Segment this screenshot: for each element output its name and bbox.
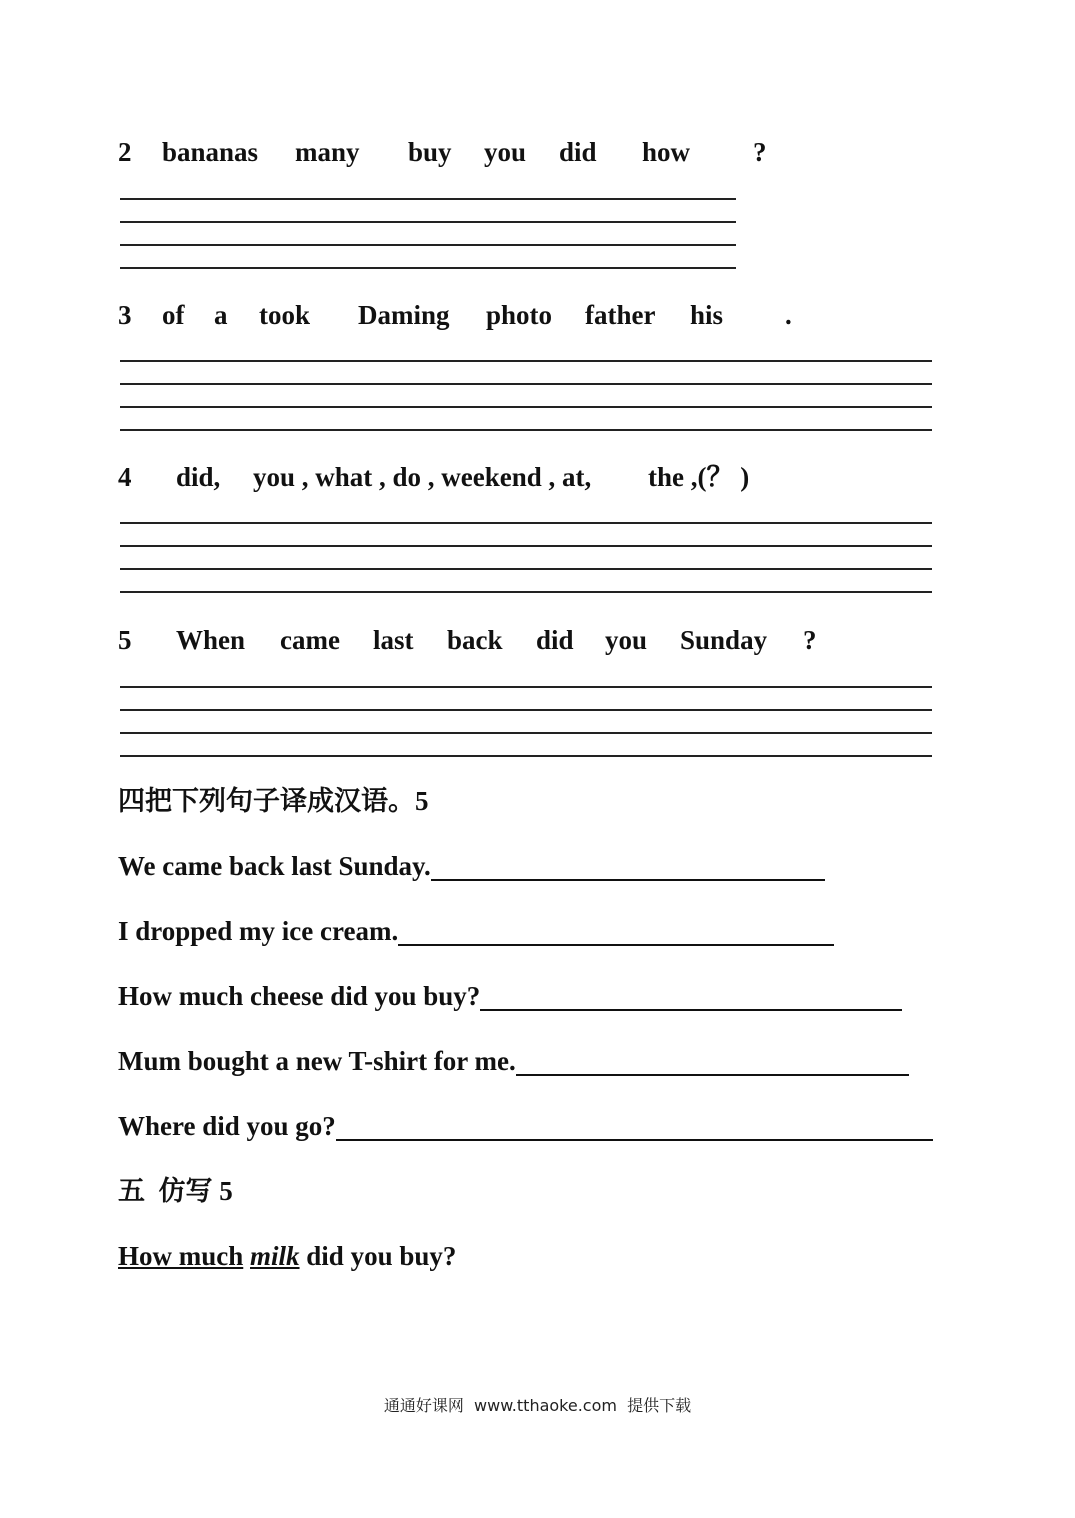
question-number: 3 — [118, 300, 132, 330]
writing-line — [120, 732, 932, 734]
scrambled-word: a — [214, 300, 228, 330]
writing-line — [120, 591, 932, 593]
section-4-title: 四把下列句子译成汉语。5 — [118, 786, 429, 816]
scrambled-word: took — [259, 300, 311, 330]
question-number: 5 — [118, 625, 132, 655]
scrambled-word: many — [295, 137, 360, 167]
scrambled-word: back — [447, 625, 503, 655]
scrambled-word: bananas — [162, 137, 259, 167]
writing-line — [120, 360, 932, 362]
writing-line — [120, 755, 932, 757]
writing-line — [120, 568, 932, 570]
answer-blank[interactable] — [336, 1115, 933, 1141]
translation-sentence: Mum bought a new T-shirt for me. — [118, 1046, 516, 1076]
scrambled-word: you — [484, 137, 527, 167]
writing-lines[interactable] — [120, 360, 932, 432]
translation-sentence: How much cheese did you buy? — [118, 981, 481, 1011]
scrambled-word: how — [642, 137, 691, 167]
section-5-title: 五 仿写 5 — [118, 1176, 233, 1206]
scrambled-word: father — [585, 300, 656, 330]
writing-line — [120, 522, 932, 524]
example-underlined-phrase: How much — [118, 1241, 244, 1271]
question-number: 2 — [118, 137, 132, 167]
answer-blank[interactable] — [398, 920, 834, 946]
question-5 — [118, 625, 838, 655]
space — [243, 1241, 250, 1271]
translation-item — [118, 851, 825, 881]
question-3 — [118, 300, 818, 330]
writing-lines[interactable] — [120, 686, 932, 758]
scrambled-word: you — [605, 625, 648, 655]
writing-line — [120, 267, 736, 269]
scrambled-word: photo — [486, 300, 553, 330]
writing-lines[interactable] — [120, 198, 736, 270]
translation-item — [118, 1046, 909, 1076]
scrambled-word: did, — [176, 462, 221, 492]
scrambled-word: . — [785, 300, 792, 330]
scrambled-word: Daming — [358, 300, 450, 330]
translation-sentence: I dropped my ice cream. — [118, 916, 399, 946]
writing-line — [120, 221, 736, 223]
scrambled-word: buy — [408, 137, 452, 167]
question-4 — [118, 462, 818, 492]
scrambled-word: last — [373, 625, 414, 655]
writing-line — [120, 686, 932, 688]
scrambled-word: the ,(？ ) — [648, 462, 750, 492]
writing-line — [120, 709, 932, 711]
translation-sentence: Where did you go? — [118, 1111, 336, 1141]
scrambled-word: Sunday — [680, 625, 768, 655]
scrambled-word: did — [536, 625, 574, 655]
question-number: 4 — [118, 462, 132, 492]
writing-lines[interactable] — [120, 522, 932, 594]
scrambled-word: his — [690, 300, 724, 330]
scrambled-word: of — [162, 300, 185, 330]
scrambled-word: When — [176, 625, 246, 655]
example-rest: did you buy? — [299, 1241, 457, 1271]
scrambled-word: you , what , do , weekend , at, — [253, 462, 592, 492]
writing-line — [120, 244, 736, 246]
writing-line — [120, 383, 932, 385]
scrambled-word: ? — [753, 137, 767, 167]
question-2 — [118, 137, 818, 167]
translation-item — [118, 916, 834, 946]
scrambled-word: came — [280, 625, 340, 655]
example-sentence — [118, 1241, 456, 1271]
writing-line — [120, 406, 932, 408]
writing-line — [120, 545, 932, 547]
writing-line — [120, 198, 736, 200]
writing-line — [120, 429, 932, 431]
scrambled-word: did — [559, 137, 597, 167]
translation-sentence: We came back last Sunday. — [118, 851, 431, 881]
scrambled-word: ? — [803, 625, 817, 655]
footer-credit: 通通好课网 www.tthaoke.com 提供下载 — [383, 1396, 692, 1415]
answer-blank[interactable] — [431, 855, 825, 881]
translation-item — [118, 981, 902, 1011]
answer-blank[interactable] — [516, 1050, 909, 1076]
example-keyword: milk — [250, 1241, 300, 1271]
translation-item — [118, 1111, 933, 1141]
answer-blank[interactable] — [480, 985, 902, 1011]
